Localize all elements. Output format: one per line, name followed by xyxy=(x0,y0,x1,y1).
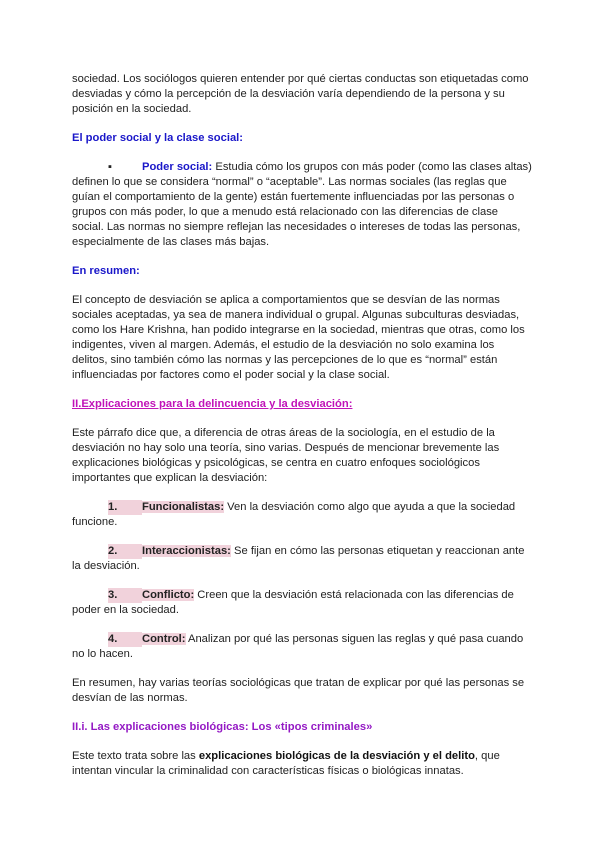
list-text: Analizan por qué las personas siguen las reglas y qué pasa cuando no lo hacen. xyxy=(72,633,524,660)
list-item-control xyxy=(72,632,532,662)
square-bullet-icon: ▪ xyxy=(108,161,112,173)
bullet-text: Estudia cómo los grupos con más poder (como las clases altas) definen lo que se considera “normal” o “aceptable”. Las normas sociales (las reglas que guían el comportamiento de la gente) están fuertemente influenciadas por las personas o grupos con más poder, lo que a menudo está relacionado con las diferencias de clase social. Las normas no siempre reflejan las necesidades o intereses de todas las personas, especialmente de las clases más bajas. xyxy=(72,161,532,248)
bullet-term: Poder social: xyxy=(142,161,213,173)
list-item-functionalists xyxy=(72,500,532,530)
bullet-item-social-power xyxy=(72,160,532,250)
list-term: Conflicto: xyxy=(142,589,195,601)
list-number: 4. xyxy=(108,632,142,647)
list-item-interactionists xyxy=(72,544,532,574)
list-item-conflict xyxy=(72,588,532,618)
heading-social-power: El poder social y la clase social: xyxy=(72,132,244,144)
biological-paragraph xyxy=(72,749,532,779)
list-term: Funcionalistas: xyxy=(142,501,225,513)
summary-paragraph: El concepto de desviación se aplica a comportamientos que se desvían de las normas sociales aceptadas, ya sea de manera individual o grupal. Algunas subculturas desviadas, como los Hare Krishna, han podido integrarse en la sociedad, mientras que otras, como los indigentes, viven al margen. Además, el estudio de la desviación no solo examina los delitos, sino también cómo las normas y las percepciones de lo que es “normal” están influenciadas por factores como el poder social y la clase social. xyxy=(72,294,525,381)
page-content xyxy=(72,72,532,793)
intro-paragraph: sociedad. Los sociólogos quieren entender por qué ciertas conductas son etiquetadas como desviadas y cómo la percepción de la desviación varía dependiendo de la persona y su posición en la sociedad. xyxy=(72,73,529,115)
list-text: Ven la desviación como algo que ayuda a que la sociedad funcione. xyxy=(72,501,516,528)
explanations-paragraph: Este párrafo dice que, a diferencia de otras áreas de la sociología, en el estudio de la desviación no hay solo una teoría, sino varias. Después de mencionar brevemente las explicaciones biológicas y psicológicas, se centra en cuatro enfoques sociológicos importantes que explican la desviación: xyxy=(72,427,500,484)
closing-paragraph: En resumen, hay varias teorías sociológicas que tratan de explicar por qué las personas se desvían de las normas. xyxy=(72,677,525,704)
heading-explanations: II.Explicaciones para la delincuencia y la desviación: xyxy=(72,398,353,410)
biological-text-after: , que intentan vincular la criminalidad con características físicas o biológicas innatas. xyxy=(72,750,500,777)
heading-biological: II.i. Las explicaciones biológicas: Los «tipos criminales» xyxy=(72,721,373,733)
heading-summary: En resumen: xyxy=(72,265,140,277)
list-number: 1. xyxy=(108,500,142,515)
list-text: Creen que la desviación está relacionada con las diferencias de poder en la sociedad. xyxy=(72,589,514,616)
list-term: Control: xyxy=(142,633,186,645)
list-text: Se fijan en cómo las personas etiquetan y reaccionan ante la desviación. xyxy=(72,545,525,572)
biological-text-before: Este texto trata sobre las xyxy=(72,750,199,762)
list-term: Interaccionistas: xyxy=(142,545,231,557)
list-number: 2. xyxy=(108,544,142,559)
biological-text-bold: explicaciones biológicas de la desviación y el delito xyxy=(198,750,475,762)
list-number: 3. xyxy=(108,588,142,603)
